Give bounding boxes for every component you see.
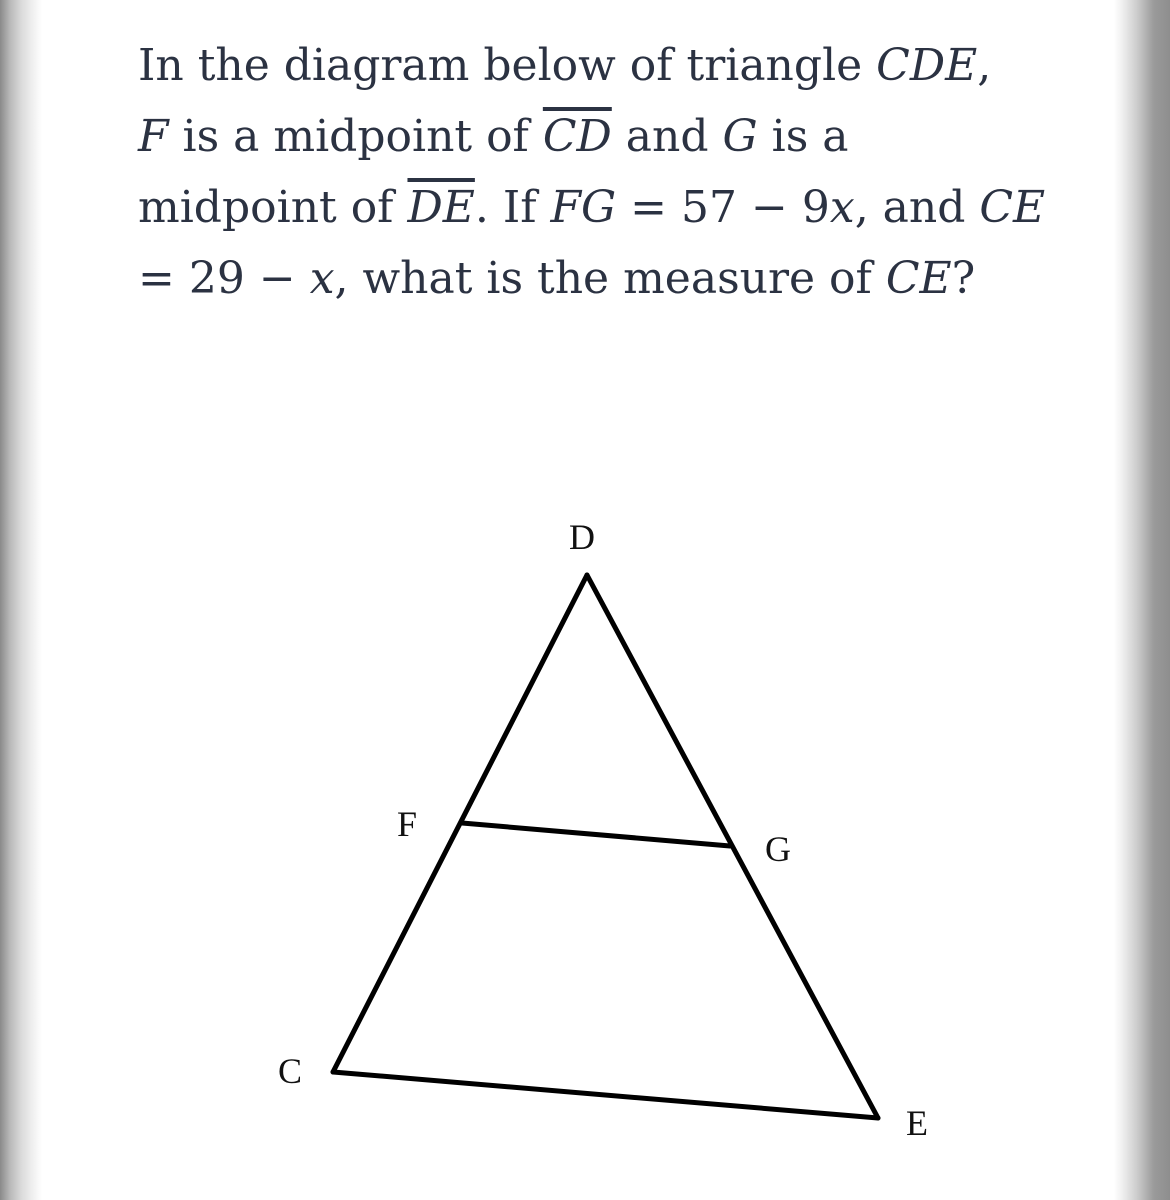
- variable-x: x: [829, 182, 855, 233]
- question-text-part: and: [611, 111, 723, 162]
- triangle-name: CDE: [876, 40, 978, 91]
- fg-expression: = 57 − 9: [616, 182, 830, 233]
- segment-de: $\overline{DE}$: [407, 182, 475, 233]
- question-mark: ?: [951, 253, 976, 304]
- side-de: [587, 575, 878, 1118]
- label-d: D: [569, 517, 595, 557]
- segment-ce-name: CE: [885, 253, 952, 304]
- question-text-part: is a midpoint of: [168, 111, 543, 162]
- point-f-name: F: [138, 111, 169, 162]
- variable-x: x: [309, 253, 335, 304]
- segment-fg-name: FG: [550, 182, 617, 233]
- question-text-part: is a midpoint of: [138, 111, 849, 233]
- label-g: G: [765, 829, 791, 869]
- question-text-part: , what is the measure of: [334, 253, 886, 304]
- segment-cd: $\overline{CD}$: [542, 111, 612, 162]
- ce-expression: = 29 −: [138, 253, 310, 304]
- label-c: C: [278, 1051, 303, 1091]
- side-ce: [333, 1072, 878, 1118]
- point-g-name: G: [722, 111, 758, 162]
- label-f: F: [397, 804, 418, 844]
- midsegment-fg: [462, 823, 730, 846]
- question-text-part: ,: [977, 40, 992, 91]
- label-e: E: [906, 1103, 928, 1143]
- segment-ce-name: CE: [979, 182, 1046, 233]
- question-text-part: In the diagram below of triangle: [138, 40, 877, 91]
- question-text-part: . If: [474, 182, 551, 233]
- question-text-part: , and: [854, 182, 980, 233]
